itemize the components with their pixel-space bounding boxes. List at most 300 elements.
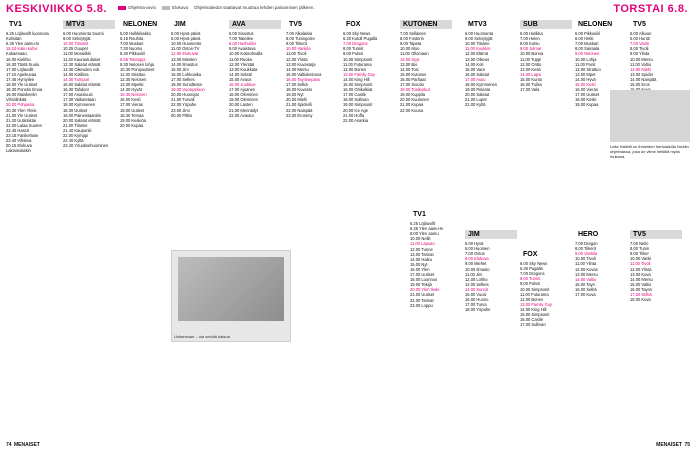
program-item: 22.45 Hassit [6,127,29,133]
program-item: 22.40 Kyltä [63,138,84,144]
program-item: 20.00 Ylen tiede [410,287,440,293]
program-item: 21.00 Lopet [465,97,487,103]
program-item: 13.00 Family Guy [520,301,553,307]
channel-heading: TV1 [413,211,426,218]
program-item: 12.00 Kuvas [575,266,598,272]
program-item: 12.00 Bones [520,296,543,302]
program-item: 14.00 Kotiliisa [63,71,89,77]
program-item: 00.00 Pitkis [171,112,193,118]
program-item: 6.00 Hetki [575,36,594,42]
program-item: 16.00 Ylen [410,266,430,272]
program-item: 6.35 Ylen aamu-tv [6,41,40,47]
program-item: 20.00 Huonojat [171,92,199,98]
channel-heading: TV1 [9,21,22,28]
program-item: 16.00 Salatut [465,71,490,77]
program-item: 14.00 Tosi [400,66,419,72]
premiere-swatch-icon [118,6,126,10]
program-item: 10.00 Bonna [520,51,544,57]
program-item: 18.00 Luonnos [410,277,438,283]
program-item: 11.00 Tivoli [286,51,307,57]
program-item: 13.00 Mpet [575,71,596,77]
program-item: 21.40 Kaupunki [63,127,92,133]
program-item: 13.00 Oikeus [465,56,490,62]
program-item: 6.25 Löjlavollt luonnosa [6,31,49,37]
program-item: 12.00 Tunne [410,246,433,252]
program-item: 13.30 Mpetki [120,82,144,88]
channel-heading: AVA [229,20,281,29]
program-item: 19.00 Pelasta [465,87,491,93]
program-item: 11.00 Mosaiikki [63,51,91,57]
program-item: 11.00 Tuppi [520,56,542,62]
program-item: 10.00 Neilit [410,236,431,242]
program-item: 12.00 Ylinta [630,266,652,272]
program-item: 11.00 Kuukkis [465,46,491,52]
program-item: 16.00 Kesti [120,97,141,103]
program-item: 10.00 Simpsonit [520,286,550,292]
program-item: 18.00 Uutiset [120,107,145,113]
program-item: 20.00 Kupaa [120,122,144,128]
program-item: 7.00 Ostos [465,251,485,257]
program-item: 17.00 Vala [520,87,540,93]
program-item: 10.25 Goupet [63,46,88,52]
program-item: 20.00 Ice Age [343,107,369,113]
program-item: 23.00 Eroseny [286,112,313,118]
program-item: 15.00 Simpsonit [520,312,550,318]
program-item: 9.30 Nelosen lohja [120,61,154,67]
program-item: 18.00 Keski [575,97,597,103]
legend-premiere: Ohjelma-arvio [118,5,156,10]
advert-image [178,257,284,321]
program-item: 17.00 Selkä [630,292,652,298]
program-item: 10.00 Lohja [575,56,597,62]
program-item: 16.00 Lohkoaika [171,71,202,77]
channel-column [343,20,395,123]
channel-heading: SUB [520,20,572,29]
program-item: 14.00 Hyvä [575,76,596,82]
page-footer [0,438,696,450]
program-item: 9.00 Vankila [575,251,598,257]
program-item: 20.00 Salatut elämät [63,117,101,123]
program-item: 9.00 Selviytyjät [63,36,91,42]
left-day-title: KESKIVIIKKO 5.8. [6,3,107,15]
program-item: 12.00 Ylentää [229,61,255,67]
program-item: 16.00 Kielihto [6,56,31,62]
program-item: 21.00 Spiderili [286,102,312,108]
channel-column [465,230,517,312]
program-item: 13.00 Bio [400,61,418,67]
advert-box [171,250,291,342]
program-item: 16.00 Salatut elämät [63,82,101,88]
program-item: 9.00 Tiiker [630,251,649,257]
program-item: 17.00 Selkä [286,82,308,88]
program-item: 19.00 Oleminen [229,97,258,103]
channel-heading: MTV3 [468,21,487,28]
program-item: 7.00 Vanki [630,41,650,47]
program-item: 17.45 Hymyilee [6,76,35,82]
program-item: 17.00 Selkes [171,76,195,82]
program-item: 10.00 Vanki [630,256,652,262]
program-item: 16.00 Castle [520,317,543,323]
program-item: 14.00 King Hill [520,306,547,312]
program-item: 8.30 Pikkusiiri [120,51,146,57]
program-item: 23.00 Jimi [171,107,190,113]
program-item: 8.00 Tiikerit [575,246,596,252]
program-item: 22.00 Anarkia [343,117,369,123]
program-item: 10.00 Mersu [630,56,653,62]
program-item: 9.00 Pulssi [343,51,364,57]
program-item: 17.00 Ajoanes [229,87,255,93]
right-day-title: TORSTAI 6.8. [613,3,688,15]
channel-heading: NELONEN [578,21,613,28]
program-item: 17.30 Vaikutetaan [63,97,96,103]
program-item: 22.00 Tarinat [410,297,434,303]
program-item: 21.00 Kupaa [400,102,424,108]
program-item: 6.00 Huomenta Suomi [63,31,104,37]
program-item: 00.15 Elokuva [6,143,32,149]
channel-column [6,20,58,153]
program-item: 17.00 Löjlavollt [6,66,34,72]
program-item: 7.30 Nuomo [120,46,143,52]
program-item: 11.00 Valtio [630,61,652,67]
program-item: 15.00 Valtiokeinova [286,71,322,77]
program-item: 5.00 Hyvä [465,241,484,247]
program-item: 15.00 Kutosen [400,71,427,77]
program-item: 14.30 Tumpuri [63,76,90,82]
channel-column [575,230,627,297]
program-item: 17.00 Uutiset [410,272,435,278]
program-item: 11.00 Futurama [520,291,549,297]
channel-heading: TV5 [633,21,646,28]
program-item: 13.00 Selkes [465,281,489,287]
program-item: 9.00 Pulssi [520,281,541,287]
channel-column [465,20,517,108]
program-item: 18.00 Yle Uutiset [6,82,38,88]
program-item: 13.00 Mersu [575,271,598,277]
program-item: 11.00 Lapuan [410,241,435,247]
program-item: 20.00 Pohjassa [6,102,35,108]
legend-rerun: Elokuva [162,5,188,10]
page-number-right: 75 [684,442,690,448]
program-item: 6.25 Löjlavollt [410,221,436,227]
program-item: 19.00 Kuppila [400,92,426,98]
program-item: 14.00 Koti [465,61,484,67]
program-item: 6.00 Huntti [630,36,650,42]
program-item: 11.00 Ostos-TV [171,46,200,52]
program-item: 15.30 Nelonen [120,92,147,98]
program-item: 12.00 Elämä [465,51,488,57]
program-item: 19.00 Kupaa [575,102,599,108]
program-item: 21.20 Uutistiistai [6,117,37,123]
program-item: 5.00 Pikkusiiri [575,31,601,37]
program-item: 6.00 Sky News [520,261,548,267]
program-item: 6.00 Hyvä päivä [171,36,201,42]
channel-column [520,250,572,327]
program-item: 16.00 Tayntsepass [286,76,321,82]
program-item: 11.00 Futurama [343,61,372,67]
program-item: 6.35 Ylen aamu-tv [410,226,444,232]
program-item: 14.00 Haiku [410,256,432,262]
program-item: 21.00 Yle Uutiset [6,112,38,118]
program-item: Lakiainoitakin [6,148,31,154]
page-number-left: 74 [6,442,12,448]
program-item: 18.00 Kuva [630,297,651,303]
channel-heading: FOX [346,21,361,28]
page-header [0,0,696,22]
program-item: 11.00 Ponit [575,61,596,67]
program-item: 19.00 Nyt [286,92,304,98]
program-item: 6.00 Sky News [343,31,371,37]
program-item: 8.00 Sairaala [575,46,600,52]
legend [118,5,315,10]
program-item: 7.00 Alkalaisia [286,31,313,37]
program-item: 20.30 Ylen Yleisi [6,107,37,113]
program-item: 23.15 Fanikeltuse [6,132,39,138]
program-item: 14.00 Ilmastus [171,61,198,67]
program-item: 17.00 Asuisiuusi [63,92,93,98]
program-item: 7.00 Helen [520,36,540,42]
program-item: 13.00 Kuukkata [229,66,258,72]
channel-heading: NELONEN [123,21,158,28]
program-item: 12.00 Lohko [465,276,488,282]
channel-column [286,20,338,118]
program-item: 22.00 Yöpuhe [171,102,197,108]
program-item: 8.00 Tunin [630,246,650,252]
program-item: 11.00 Jim [465,271,483,277]
channel-heading: FOX [523,251,538,258]
program-item: 15.10 Kaku kuhvi [6,46,38,52]
program-item: 16.00 Selkä [575,286,597,292]
program-item: 7.00 Dragons [343,41,368,47]
channel-heading: JIM [174,21,186,28]
program-item: 8.00 Fosterin [400,36,424,42]
program-item: 8.55 Teletappi [120,56,146,62]
program-item: 8.00 Kotsu [520,41,540,47]
program-item: 12.00 Strattuo [575,66,601,72]
program-item: 9.00 Nelonen [575,51,600,57]
program-item: 15.00 Tayn [575,281,595,287]
program-item: 8.00 Hashuliini [229,41,256,47]
program-item: 23.00 Loppu [410,302,433,308]
program-item: 10.00 Tilanne [465,41,490,47]
program-item: 11.00 Ruoka [229,56,252,62]
program-item: 14.00 Mersu [286,66,309,72]
channel-heading: TV5 [289,21,302,28]
program-item: 5.00 Hyvä päivä [171,31,201,37]
program-item: 14.00 Naispää [630,76,657,82]
program-item: 12.00 Syyt [400,56,420,62]
channel-column [520,20,572,92]
program-item: 17.00 Castle [343,92,366,98]
program-item: 6.30 Pugalla [520,266,543,272]
program-item: 20.00 Miehi [286,97,308,103]
program-item: 16.00 Ohikulkiat [343,87,373,93]
program-item: 8.00 Tivoli [630,46,649,52]
program-item: 17.10 Ajankuvaa [6,71,37,77]
program-item: 15.00 Nyt [410,261,428,267]
program-item: 10.00 Simpsonit [343,56,373,62]
program-item: 6.15 Rouhita [120,36,144,42]
feature-photo [610,90,690,142]
program-item: 9.00 Tapeta [400,41,422,47]
program-item: 12.00 Ontto [520,61,542,67]
feature-caption: Leila Halletti on ihmeiden hertulaisilla Nicklin ohjelmassa, joka on viime hetkillä myös mukana. [610,144,689,159]
program-item: 9.00 Ylen aamu [410,231,439,237]
program-item: 18.00 Sunidtesta [171,82,202,88]
channel-column [229,20,281,118]
program-item: Kukaenaan. [6,51,28,57]
program-item: 8.00 Tunnit [343,46,364,52]
program-item: 18.00 Kymmenen [465,82,498,88]
program-item: 19.00 Vuosipeloon [171,87,205,93]
program-item: Kolisitan [6,36,22,42]
program-item: 22.00 Kyltä [465,102,486,108]
program-item: 14.00 Lapsi [520,71,542,77]
program-item: 12.30 Salatut elämät [63,61,101,67]
program-item: 13.30 Oikeuden vok [63,66,100,72]
program-item: 16.00 Huono [465,297,489,303]
program-item: 11.00 Ylinta [575,261,597,267]
program-item: 14.00 Selatti [229,71,252,77]
program-item: 21.00 Hoffa [343,112,365,118]
program-item: 13.00 Family Guy [343,71,376,77]
program-item: 21.00 Uutiset [410,292,435,298]
program-item: 9.00 Selviytyjät [465,36,493,42]
program-item: 7.00 Sellainen [400,31,426,37]
program-item: 15.00 Kunto [520,76,543,82]
program-item: 12.00 Bones [343,66,366,72]
program-item: 23.40 Vihsiiva [6,138,32,144]
program-item: 17.00 Sullivan [520,322,546,328]
program-item: 11.30 Strattuo [120,71,146,77]
program-item: 13.00 Kuvasarja [286,61,316,67]
program-item: 16.30 Tahdon! [63,87,89,93]
program-item: 12.00 Elokuvat [171,51,199,57]
program-item: Vihsiilinkää [6,97,27,103]
program-item: 18.30 Uutiset [63,107,88,113]
channel-column [630,230,682,302]
program-item: 21.00 Tilanne [63,122,88,128]
program-item: 14.00 Sunnit [465,286,488,292]
program-item: 10.00 Tilanteli [63,41,89,47]
program-item: 19.00 Tekijä [410,282,432,288]
magazine-name-left: MENAISET [14,442,40,448]
program-item: 18.00 Sullivan [343,97,369,103]
channel-column [171,20,223,118]
program-item: 16.00 Tuliss [520,82,542,88]
program-item: 8.00 Tunnit [520,276,541,282]
channel-heading: MTV3 [63,20,115,29]
program-item: 12.00 Ylinta [286,56,308,62]
channel-heading: TV5 [630,230,682,239]
program-item: 5.00 Hulkkikakko [120,31,151,37]
program-item: 10.00 Kotisohvalla [229,51,263,57]
program-item: 7.00 Neilo [630,241,649,247]
program-item: 12.30 Nelosen [120,76,147,82]
program-item: 20.00 Lasten [229,102,253,108]
channel-column [63,20,115,148]
program-item: 15.00 Avaus [229,76,252,82]
program-item: 8.00 Elokuva [465,256,489,262]
program-item: 10.00 Vankila [286,46,311,52]
program-item: 9.00 Miehet [465,261,487,267]
program-item: 20.00 Kuutonen [400,97,429,103]
program-item: 16.00 Joukkue [229,82,256,88]
program-item: 7.00 Muskari [120,41,144,47]
program-item: 22.00 Lataa Suuren [6,122,42,128]
program-item: 5.00 Alkuun [630,31,652,37]
program-item: 17.00 Uutiset [575,92,600,98]
program-item: 14.00 King Hill [343,76,370,82]
program-item: 14.00 Valtio [575,276,597,282]
program-item: 9.00 Julmar [520,46,542,52]
program-item: 11.30 Kaurautulaiset [63,56,101,62]
program-item: 16.30 Tästä Suulu [6,61,40,67]
program-item: 17.00 Sioutio [400,82,424,88]
program-item: 18.30 Ponstin Ilmoa [6,87,43,93]
program-item: 10.00 Moo [400,46,420,52]
program-item: 14.30 Hyvät [120,87,142,93]
program-item: 9.00 Avaistuva [229,46,256,52]
program-item: 15.00 Jim [171,66,189,72]
program-item: 22.00 Kymppi [63,132,89,138]
program-item: 18.00 Yöpuhe [465,307,491,313]
program-item: 15.00 Vuosi [465,292,487,298]
program-item: 10.00 Tivoli [575,256,596,262]
program-item: 10.00 Ilmasto [465,266,490,272]
program-item: 13.00 Kesä [520,66,541,72]
program-item: 19.00 Paineistaantiin [63,112,102,118]
program-item: 7.00 Dragon [575,241,598,247]
program-item: 21.00 Mennäilyt [229,107,258,113]
program-item: 21.00 Turvall [171,97,195,103]
channel-column [410,210,462,308]
program-item: 19.00 Maiskeelin [6,92,37,98]
program-item: 23.40 Yöuutisehuominen [63,143,109,149]
program-item: 20.00 Salatut [465,92,490,98]
program-item: 15.00 Kesti [575,82,596,88]
program-item: 13.00 Kuva [630,271,651,277]
movie-swatch-icon [162,6,170,10]
program-item: 17.00 Kuva [575,292,596,298]
program-item: 9.00 Tiikerit [286,41,307,47]
program-item: 6.00 Hutikka [520,31,543,37]
advert-caption: Unitarisaari – ota selvää katsoa [174,334,230,339]
program-item: 16.00 Parhaat [400,76,426,82]
program-item: 13.00 Tarinat [410,251,434,257]
program-item: 22.00 Kuusa [400,107,423,113]
program-item: 6.00 Huomen [465,246,490,252]
program-item: 14.00 Mersu [630,276,653,282]
program-item: 17.00 Vieras [120,102,143,108]
magazine-name-right: MENAISET [656,442,682,448]
program-item: 16.00 Tayns [630,286,653,292]
channel-column [400,20,452,113]
program-item: 12.00 Miehi [630,66,652,72]
program-item: 18.00 Oleminen [229,92,258,98]
program-item: 6.00 Huomenta [465,31,493,37]
program-item: 6.00 Sisustus [229,31,254,37]
program-item: 15.00 Valtio [630,281,652,287]
program-item: 18.00 Tosikurkut [400,87,430,93]
program-item: 19.00 Simpsonit [343,102,373,108]
program-item: 17.00 Turva [465,302,487,308]
program-item: 13.00 Miesten [171,56,197,62]
program-item: 13.00 Spider [630,71,654,77]
channel-column [120,20,172,128]
channel-heading: KUTONEN [400,20,452,29]
program-item: 6.30 Kotoll Pugalla [343,36,378,42]
program-item: 7.00 Muskari [575,41,599,47]
